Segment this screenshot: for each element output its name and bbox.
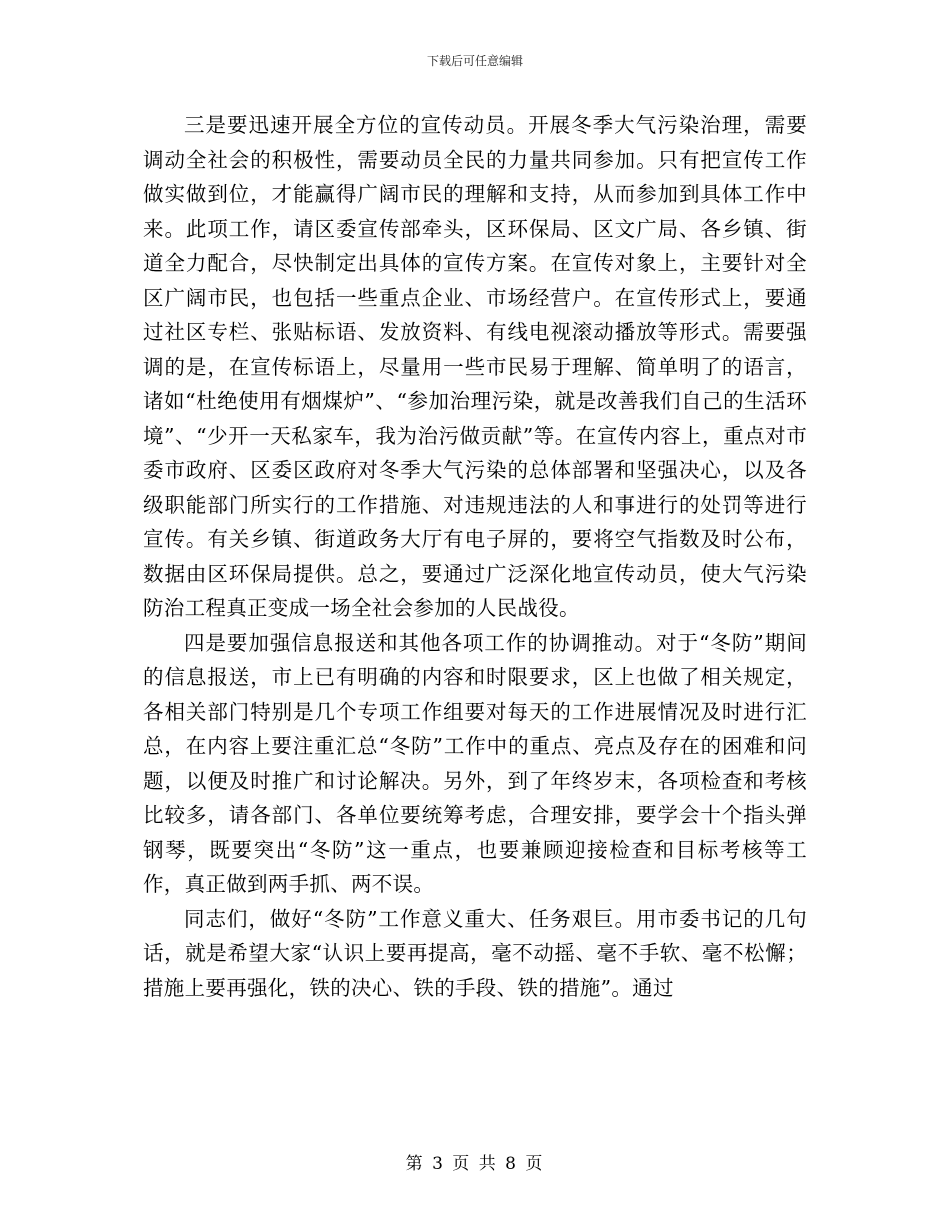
page-number-footer: 第 3 页 共 8 页 xyxy=(405,1154,545,1174)
paragraph-publicity: 三是要迅速开展全方位的宣传动员。开展冬季大气污染治理，需要调动全社会的积极性，需要动员全民的力量共同参加。只有把宣传工作做实做到位，才能赢得广阔市民的理解和支持，从而参加到具体工作中来。此项工作，请区委宣传部牵头，区环保局、区文广局、各乡镇、街道全力配合，尽快制定出具体的宣传方案。在宣传对象上，主要针对全区广阔市民，也包括一些重点企业、市场经营户。在宣传形式上，要通过社区专栏、张贴标语、发放资料、有线电视滚动播放等形式。需要强调的是，在宣传标语上，尽量用一些市民易于理解、简单明了的语言，诸如“杜绝使用有烟煤炉”、“参加治理污染，就是改善我们自己的生活环境”、“少开一天私家车，我为治污做贡献”等。在宣传内容上，重点对市委市政府、区委区政府对冬季大气污染的总体部署和坚强决心，以及各级职能部门所实行的工作措施、对违规违法的人和事进行的处罚等进行宣传。有关乡镇、街道政务大厅有电子屏的，要将空气指数及时公布，数据由区环保局提供。总之，要通过广泛深化地宣传动员，使大气污染防治工程真正变成一场全社会参加的人民战役。 xyxy=(143,113,807,620)
paragraph-information-reporting: 四是要加强信息报送和其他各项工作的协调推动。对于“冬防”期间的信息报送，市上已有明确的内容和时限要求，区上也做了相关规定，各相关部门特别是几个专项工作组要对每天的工作进展情况及时进行汇总，在内容上要注重汇总“冬防”工作中的重点、亮点及存在的困难和问题，以便及时推广和讨论解决。另外，到了年终岁末，各项检查和考核比较多，请各部门、各单位要统筹考虑，合理安排，要学会十个指头弹钢琴，既要突出“冬防”这一重点，也要兼顾迎接检查和目标考核等工作，真正做到两手抓、两不误。 xyxy=(143,630,807,896)
paragraph-closing: 同志们，做好“冬防”工作意义重大、任务艰巨。用市委书记的几句话，就是希望大家“认识上要再提高，毫不动摇、毫不手软、毫不松懈；措施上要再强化，铁的决心、铁的手段、铁的措施”。通过 xyxy=(143,906,807,1000)
document-body xyxy=(143,108,807,1005)
page-header-note: 下载后可任意编辑 xyxy=(426,54,523,68)
